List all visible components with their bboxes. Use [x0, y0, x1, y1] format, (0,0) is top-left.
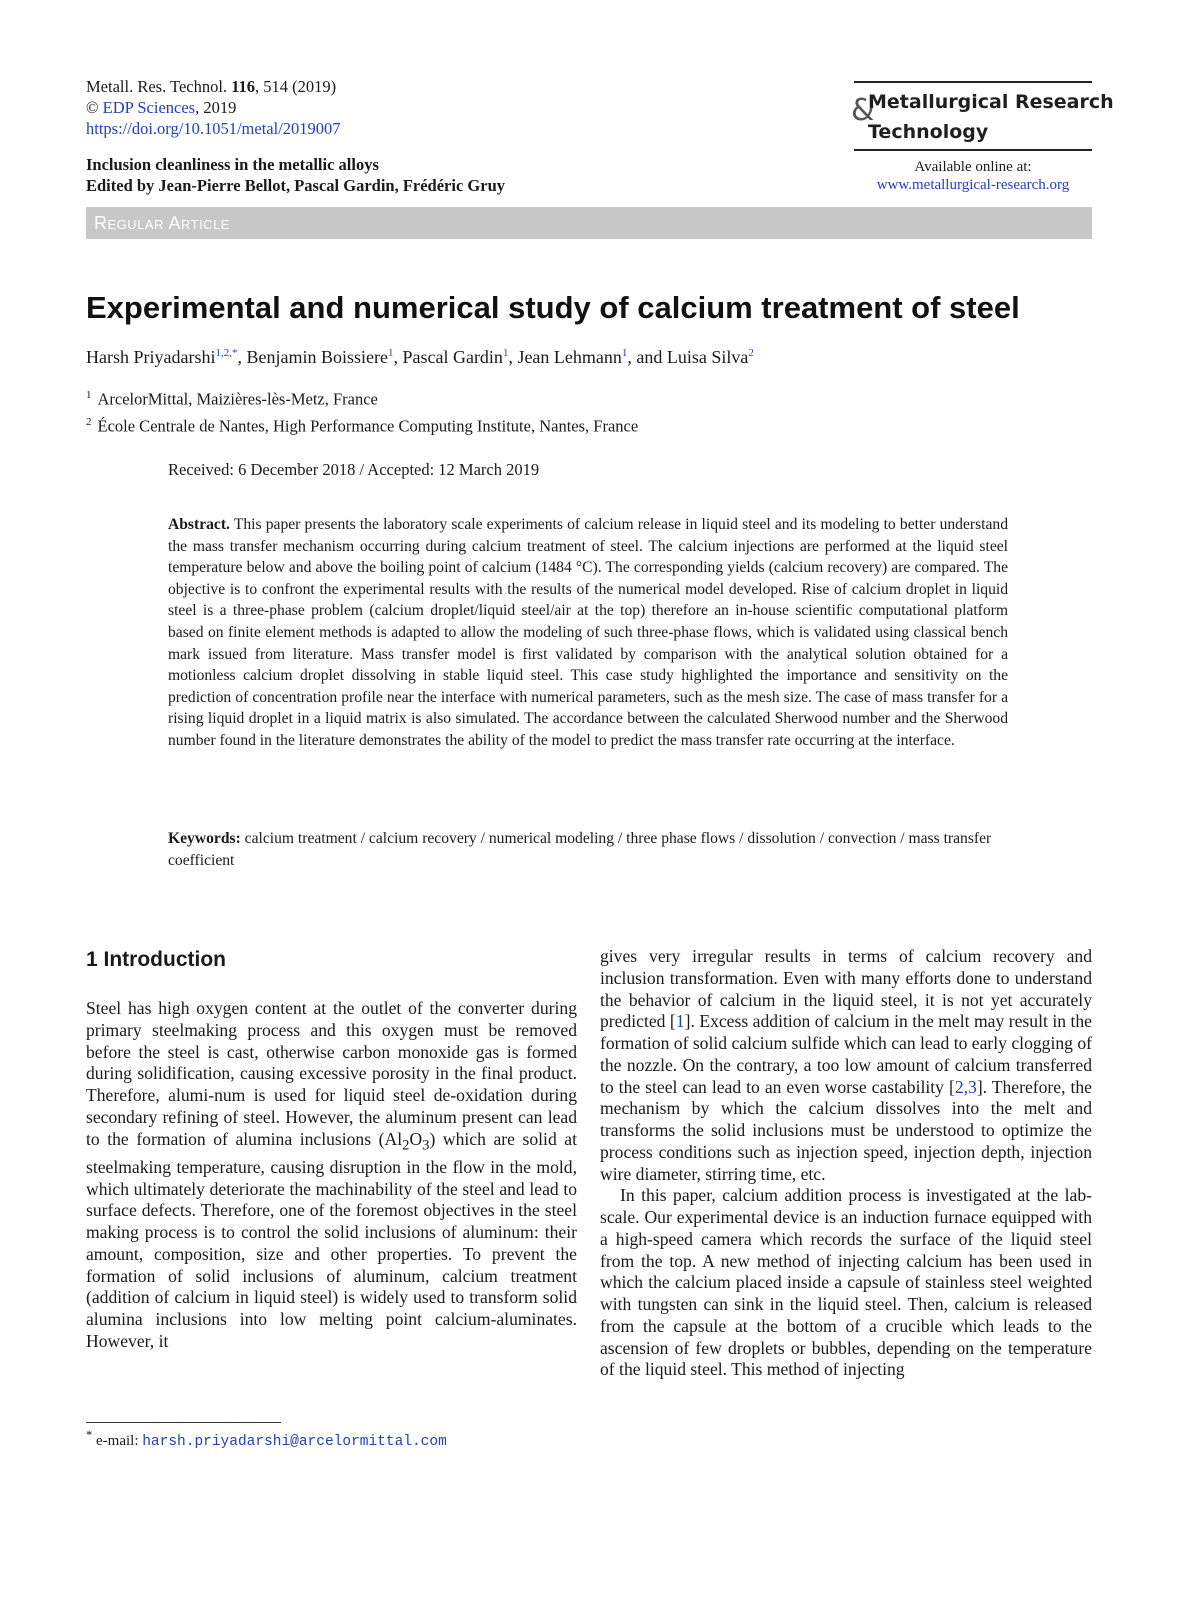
- logo-line-2: Technology: [868, 121, 989, 143]
- article-type-label: Regular Article: [94, 213, 230, 233]
- journal-logo: [851, 81, 1114, 151]
- paragraph: In this paper, calcium addition process is investigated at the lab-scale. Our experimental device is an induction furnace equipped with a high-speed camera which records the surface of the liquid steel from the top. A new method of injecting calcium has been used in which the calcium placed inside a capsule of stainless steel weighted with tungsten can sink in the liquid steel. Then, calcium is released from the capsule at the bottom of a crucible which leads to the ascension of few droplets or bubbles, depending on the temperature of the liquid steel. This method of injecting: [600, 1185, 1092, 1380]
- author: Jean Lehmann$^1$: [517, 347, 628, 367]
- author-list: Harsh Priyadarshi$^{1,2,*}$, Benjamin Boissiere$^1$, Pascal Gardin$^1$, Jean Lehmann$^1$, and Luisa Silva$^2$: [86, 347, 754, 367]
- citation-link[interactable]: 1: [675, 1011, 685, 1032]
- issue-editors: Edited by Jean-Pierre Bellot, Pascal Gardin, Frédéric Gruy: [86, 176, 506, 195]
- keywords: [168, 828, 1008, 871]
- journal-header: [86, 76, 341, 139]
- footnote-rule: [86, 1422, 281, 1423]
- logo-line-1: Metallurgical Research: [868, 91, 1114, 113]
- article-type-band: [86, 207, 1092, 239]
- author-affiliation-ref[interactable]: 1: [502, 347, 509, 359]
- citation-link[interactable]: 2,3: [954, 1076, 977, 1097]
- author-affiliation-ref[interactable]: 1: [387, 347, 394, 359]
- issue-info: [86, 154, 505, 196]
- publisher-link[interactable]: EDP Sciences: [102, 98, 196, 117]
- copyright-line: © EDP Sciences, 2019: [86, 98, 237, 117]
- body-column-right: [600, 946, 1092, 1381]
- citation-line: Metall. Res. Technol. 116, 514 (2019): [86, 77, 337, 96]
- author: Pascal Gardin$^1$: [402, 347, 509, 367]
- author-affiliation-ref[interactable]: 1,2,*: [215, 347, 238, 359]
- author: Harsh Priyadarshi$^{1,2,*}$: [86, 347, 238, 367]
- article-title: Experimental and numerical study of calcium treatment of steel: [86, 290, 1020, 325]
- issue-title: Inclusion cleanliness in the metallic alloys: [86, 155, 379, 174]
- abstract-label: Abstract.: [168, 516, 230, 533]
- availability-note: Available online at: www.metallurgical-research.org: [876, 159, 1070, 193]
- paragraph: gives very irregular results in terms of calcium recovery and inclusion transformation. Even with many efforts done to understand the behavior of calcium in the liquid steel, it is not yet accurately predicted [1]. Excess addition of calcium in the melt may result in the formation of solid calcium sulfide which can lead to early clogging of the nozzle. On the contrary, a too low amount of calcium transferred to the steel can lead to an even worse castability [2,3]. Therefore, the mechanism by which the calcium dissolves into the melt and transforms the solid inclusions must be understood to optimize the process conditions such as injection speed, injection depth, injection wire diameter, stirring time, etc.: [600, 946, 1092, 1184]
- logo-ampersand: &: [851, 93, 875, 128]
- received-accepted-dates: Received: 6 December 2018 / Accepted: 12 March 2019: [168, 460, 540, 479]
- footnote: * e-mail: harsh.priyadarshi@arcelormittal.com: [86, 1428, 447, 1450]
- doi-link[interactable]: https://doi.org/10.1051/metal/2019007: [86, 119, 341, 138]
- journal-website-link[interactable]: www.metallurgical-research.org: [876, 177, 1070, 193]
- author-affiliation-ref[interactable]: 1: [621, 347, 628, 359]
- abstract-text: This paper presents the laboratory scale experiments of calcium release in liquid steel and its modeling to better understand the mass transfer mechanism occurring during calcium treatment of steel. The calcium injections are performed at the liquid steel temperature below and above the boiling point of calcium (1484 °C). The corresponding yields (calcium recovery) are compared. The objective is to confront the experimental results with the results of the numerical model developed. Rise of calcium droplet in liquid steel is a three-phase problem (calcium droplet/liquid steel/air at the top) therefore an in-house scientific computational platform based on finite element methods is adapted to allow the modeling of such three-phase flows, which is validated using classical bench mark issued from literature. Mass transfer model is first validated by comparison with the analytical solution obtained for a motionless calcium droplet dissolving in stable liquid steel. This case study highlighted the importance and sensitivity on the prediction of concentration profile near the interface with numerical parameters, such as the mesh size. The case of mass transfer for a rising liquid droplet in a liquid matrix is also simulated. The accordance between the calculated Sherwood number and the Sherwood number found in the literature demonstrates the ability of the model to predict the mass transfer rate occurring at the interface.: [168, 516, 1008, 749]
- affiliations: [86, 384, 638, 437]
- author: and Luisa Silva$^2$: [636, 347, 754, 367]
- section-heading: 1 Introduction: [86, 948, 226, 971]
- affiliation: $^1$ ArcelorMittal, Maizières-lès-Metz, France: [86, 389, 378, 409]
- email-link[interactable]: harsh.priyadarshi@arcelormittal.com: [142, 1434, 447, 1450]
- author: Benjamin Boissiere$^1$: [246, 347, 394, 367]
- abstract: [168, 514, 1008, 752]
- affiliation: $^2$ École Centrale de Nantes, High Performance Computing Institute, Nantes, France: [86, 415, 639, 435]
- body-column-left: Steel has high oxygen content at the outlet of the converter during primary steelmaking process and this oxygen must be removed before the steel is cast, otherwise carbon monoxide gas is formed during solidification, causing excessive porosity in the final product. Therefore, alumi-num is used for liquid steel de-oxidation during secondary refining of steel. However, the aluminum present can lead to the formation of alumina inclusions $(Al_2O_3)$ which are solid at steelmaking temperature, causing disruption in the flow in the mold, which ultimately deteriorate the machinability of the steel and lead to surface defects. Therefore, one of the foremost objectives in the steel making process is to control the solid inclusions of aluminum: their amount, composition, size and other properties. To prevent the formation of solid inclusions of aluminum, calcium treatment (addition of calcium in liquid steel) is widely used to transform solid alumina inclusions into low melting point calcium-aluminates. However, it: [86, 998, 577, 1351]
- author-affiliation-ref[interactable]: 2: [748, 347, 754, 359]
- keywords-label: Keywords:: [168, 830, 241, 847]
- keywords-text: calcium treatment / calcium recovery / numerical modeling / three phase flows / dissolution / convection / mass transfer coefficient: [168, 830, 992, 869]
